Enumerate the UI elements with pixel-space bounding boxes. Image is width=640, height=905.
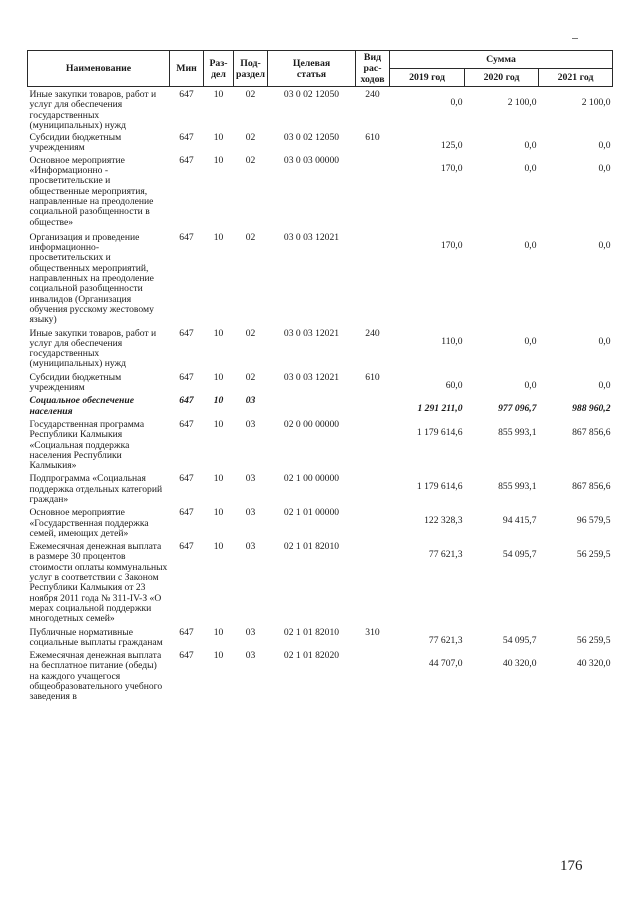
table-row [28,87,613,132]
row-min: 647 [179,89,194,100]
row-podrazdel: 02 [245,231,256,243]
table-row [28,326,613,370]
row-min: 647 [179,473,194,485]
budget-table [27,50,613,703]
row-2020: 40 320,0 [502,658,537,670]
row-statya: 03 0 03 12021 [283,371,340,383]
row-2020: 0,0 [524,140,537,152]
row-2021: 0,0 [598,379,611,391]
header-summa: Сумма [390,51,613,69]
row-statya: 03 0 03 12021 [283,327,340,339]
header-name: Наименование [28,51,170,87]
row-2021: 867 856,6 [572,426,611,438]
row-statya [268,393,356,417]
row-statya: 03 0 03 12021 [283,231,340,243]
row-2019: 77 621,3 [428,634,463,646]
row-name: Публичные нормативные социальные выплаты гражданам [29,626,163,648]
row-2021: 988 960,2 [572,403,611,415]
row-2019: 125,0 [440,140,463,152]
page-number: 176 [560,858,583,874]
row-2019: 110,0 [441,335,463,347]
row-min: 647 [179,327,194,339]
row-podrazdel: 02 [245,89,256,100]
row-min: 647 [179,650,194,662]
row-2019: 0,0 [450,97,463,108]
row-2019: 170,0 [440,239,463,251]
row-2020: 0,0 [524,379,537,391]
row-podrazdel: 03 [245,395,256,407]
row-podrazdel: 03 [245,418,256,430]
row-statya: 02 1 01 00000 [283,507,340,519]
row-min: 647 [179,507,194,519]
row-statya: 02 1 01 82020 [283,650,340,662]
row-2020: 94 415,7 [502,515,537,527]
row-name: Основное мероприятие «Информационно - просветительские и общественные мероприятия, направленные на преодоление социальной разобщенности в обществе» [29,154,154,228]
table-row [28,228,613,326]
row-vid [356,228,390,326]
row-statya: 03 0 02 12050 [283,89,340,100]
table-row [28,417,613,471]
row-2021: 0,0 [598,162,611,174]
row-razdel: 10 [213,395,224,407]
row-min: 647 [179,395,194,407]
row-podrazdel: 02 [245,371,256,383]
table-row [28,131,613,154]
row-2019: 44 707,0 [428,658,463,670]
row-vid [356,154,390,228]
table-row [28,625,613,649]
row-razdel: 10 [213,650,224,662]
row-name: Ежемесячная денежная выплата в размере 30 процентов стоимости оплаты коммунальных услуг в соответствии с Законом Республики Калмыкия от 23 ноября 2011 года № 311-IV-З «О мерах социальной поддержки многодетных семей» [29,541,168,625]
row-min: 647 [179,418,194,430]
row-razdel: 10 [213,231,224,243]
header-min: Мин [170,51,204,87]
row-2020: 54 095,7 [502,549,537,561]
row-statya: 03 0 02 12050 [283,132,340,144]
row-name: Организация и проведение информационно-просветительских и общественных мероприятий, направленных на преодоление социальной разобщенности инвалидов (Организация обучения русскому жестовому языку) [29,231,154,326]
row-2021: 0,0 [598,335,611,347]
header-vid: Вид рас- ходов [356,51,390,87]
row-2021: 0,0 [598,239,611,251]
row-vid: 240 [365,89,380,100]
table-row [28,393,613,417]
row-2019: 60,0 [445,379,463,391]
row-name: Субсидии бюджетным учреждениям [29,132,122,154]
table-row [28,505,613,539]
row-razdel: 10 [213,154,224,166]
row-min: 647 [179,541,194,553]
row-name: Иные закупки товаров, работ и услуг для обеспечения государственных (муниципальных) нужд [29,327,157,370]
row-name: Подпрограмма «Социальная поддержка отдельных категорий граждан» [29,473,163,505]
row-2021: 96 579,5 [576,515,611,527]
row-2021: 867 856,6 [572,481,611,493]
row-razdel: 10 [213,473,224,485]
row-razdel: 10 [213,327,224,339]
row-2019: 1 179 614,6 [416,481,463,493]
header-podrazdel: Под- раздел [234,51,268,87]
row-2020: 0,0 [524,162,537,174]
row-podrazdel: 03 [245,650,256,662]
row-name: Субсидии бюджетным учреждениям [29,371,122,394]
row-2019: 170,0 [440,162,463,174]
row-razdel: 10 [213,89,224,100]
row-podrazdel: 03 [245,626,256,638]
row-podrazdel: 03 [245,473,256,485]
row-vid [356,471,390,505]
table-row [28,154,613,228]
row-vid: 610 [365,132,380,144]
row-2020: 0,0 [524,335,537,347]
row-podrazdel: 02 [245,154,256,166]
row-min: 647 [179,154,194,166]
row-statya: 02 1 01 82010 [283,626,340,638]
row-min: 647 [179,231,194,243]
row-name: Основное мероприятие «Государственная поддержка семей, имеющих детей» [29,507,149,539]
row-min: 647 [179,371,194,383]
row-vid: 610 [365,371,380,383]
row-podrazdel: 03 [245,507,256,519]
row-vid: 310 [365,626,380,638]
row-2019: 122 328,3 [424,515,463,527]
row-razdel: 10 [213,371,224,383]
row-podrazdel: 03 [245,541,256,553]
header-2019: 2019 год [390,69,465,87]
row-2021: 56 259,5 [576,549,611,561]
row-razdel: 10 [213,626,224,638]
row-statya: 02 1 01 82010 [283,541,340,553]
row-2021: 56 259,5 [576,634,611,646]
table-body [28,87,613,703]
row-vid [356,417,390,471]
row-razdel: 10 [213,541,224,553]
row-2021: 40 320,0 [576,658,611,670]
row-2020: 855 993,1 [498,426,537,438]
row-vid [356,648,390,702]
row-vid: 240 [365,327,380,339]
row-podrazdel: 02 [245,327,256,339]
row-2020: 2 100,0 [507,97,537,108]
table-header [28,51,613,87]
row-name: Социальное обеспечение населения [29,395,134,417]
row-2021: 0,0 [598,140,611,152]
header-statya: Целевая статья [268,51,356,87]
row-razdel: 10 [213,132,224,144]
row-vid [356,393,390,417]
table-row [28,471,613,505]
row-statya: 02 1 00 00000 [283,473,340,485]
row-2020: 977 096,7 [498,403,537,415]
row-2020: 0,0 [524,239,537,251]
row-vid [356,539,390,624]
table-row [28,539,613,624]
row-statya: 02 0 00 00000 [283,418,340,430]
header-razdel: Раз- дел [204,51,234,87]
row-statya: 03 0 03 00000 [283,154,340,166]
row-2019: 1 291 211,0 [417,403,463,415]
row-vid [356,505,390,539]
header-2020: 2020 год [465,69,539,87]
row-min: 647 [179,626,194,638]
row-name: Ежемесячная денежная выплата на бесплатное питание (обеды) на каждого учащегося общеобразовательного учебного заведения в [29,650,163,703]
row-razdel: 10 [213,507,224,519]
row-2019: 1 179 614,6 [416,426,463,438]
row-podrazdel: 02 [245,132,256,144]
row-2020: 54 095,7 [502,634,537,646]
row-min: 647 [179,132,194,144]
row-2021: 2 100,0 [581,97,611,108]
header-2021: 2021 год [539,69,613,87]
row-2019: 77 621,3 [428,549,463,561]
scan-mark [572,38,578,39]
row-name: Иные закупки товаров, работ и услуг для обеспечения государственных (муниципальных) нужд [29,89,157,131]
row-razdel: 10 [213,418,224,430]
table-row [28,648,613,702]
table-row [28,370,613,394]
row-2020: 855 993,1 [498,481,537,493]
row-name: Государственная программа Республики Калмыкия «Социальная поддержка населения Республики Калмыкия» [29,418,145,472]
